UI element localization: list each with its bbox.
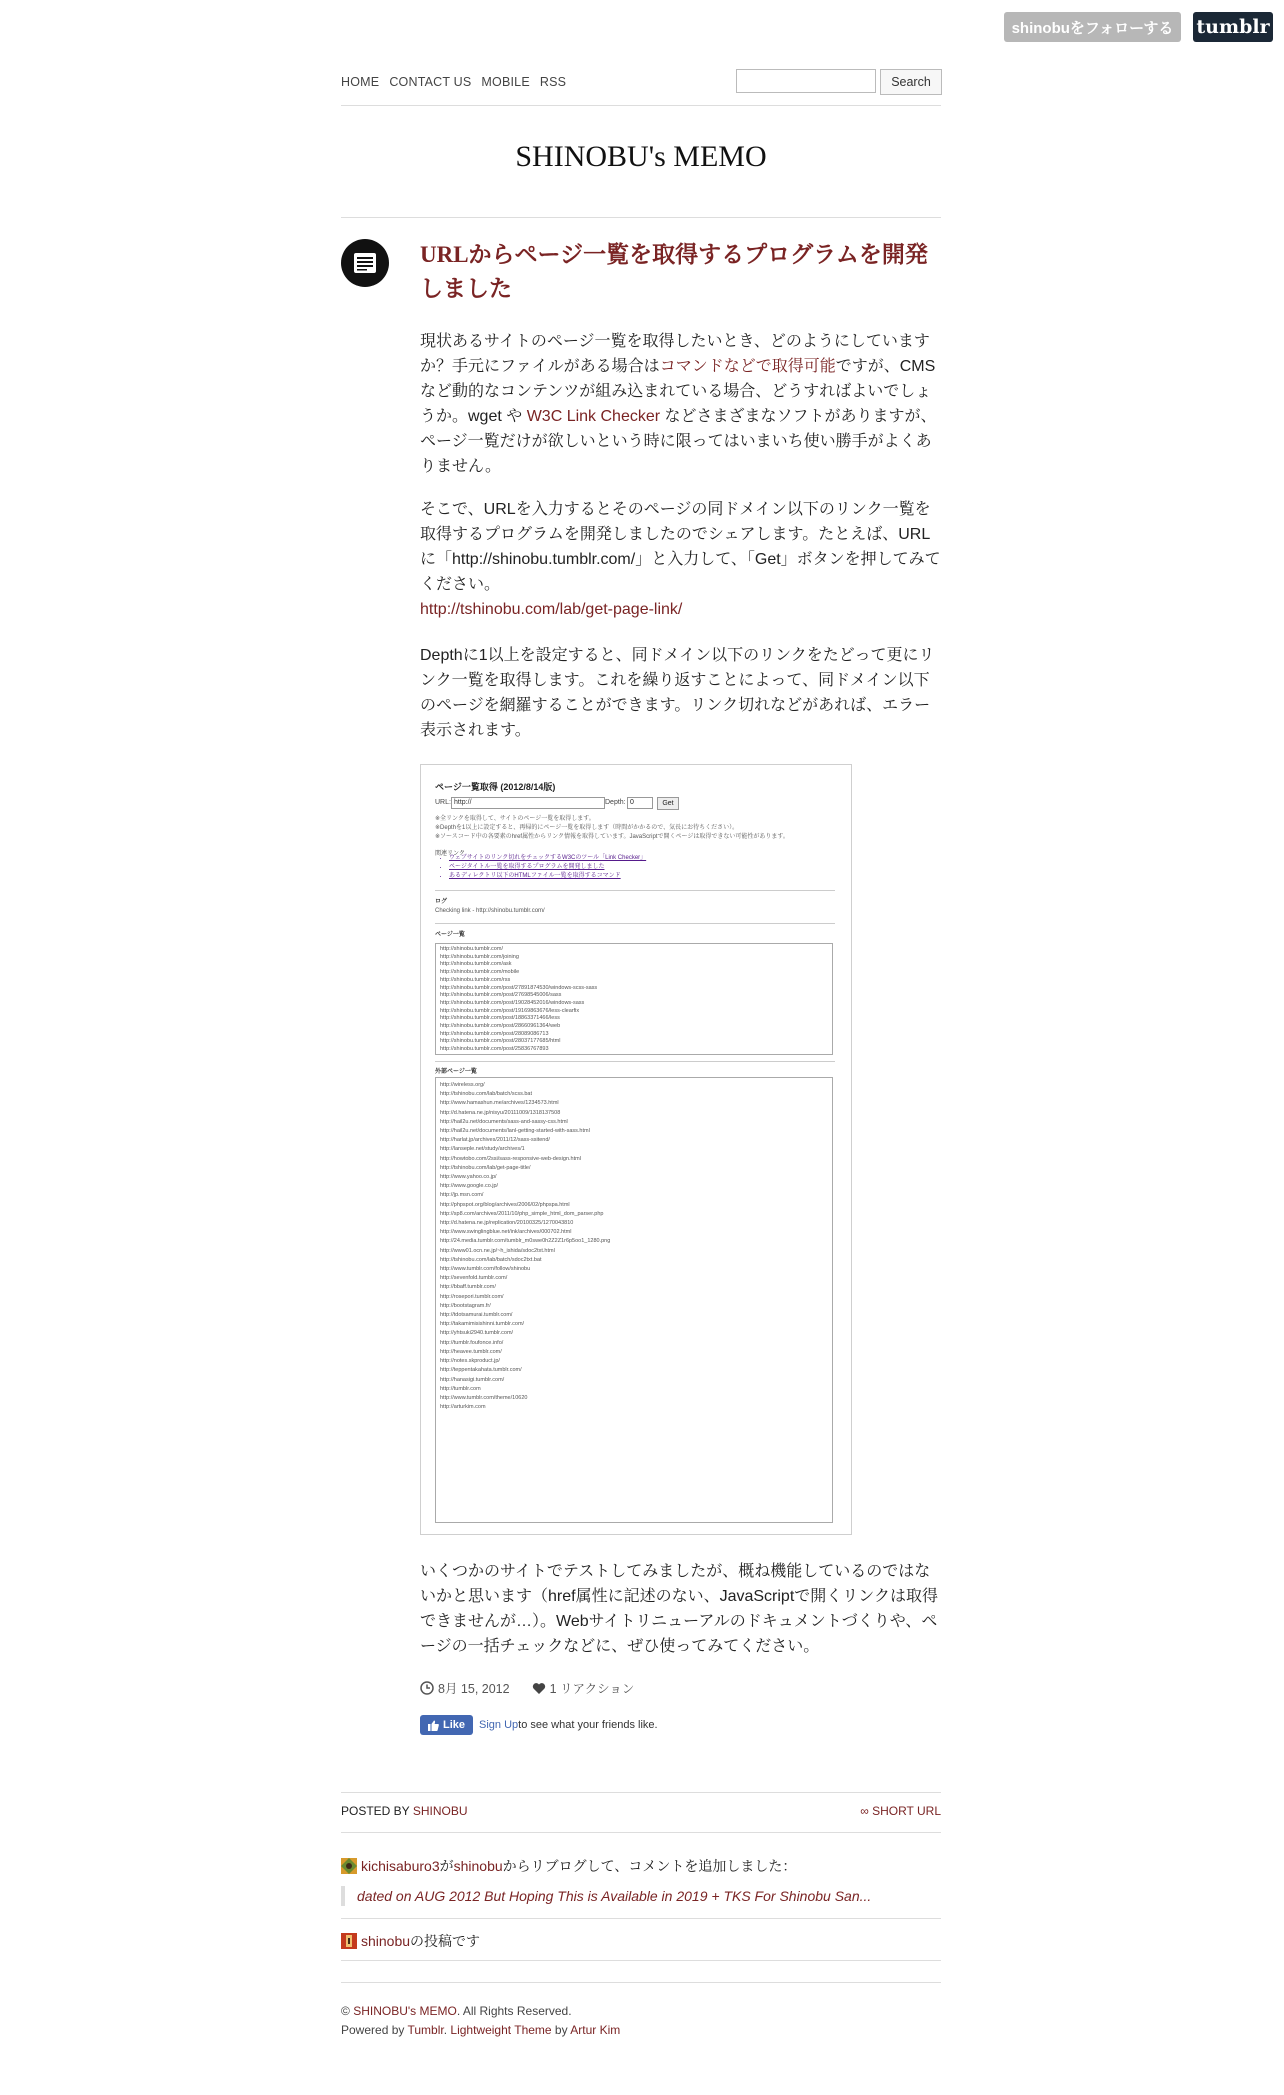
shot-external-url: http://tdotsamurai.tumblr.com/ [440, 1312, 513, 1319]
shot-external-url: http://sevenfold.tumblr.com/ [440, 1275, 508, 1282]
post-date[interactable] [420, 1679, 510, 1697]
search-button[interactable]: Search [880, 69, 942, 95]
footer-powered-label: Powered by [341, 2023, 408, 2037]
shot-desc-line: ※全リンクを取得して、サイトのページ一覧を取得します。 [435, 816, 595, 822]
note-text: の投稿です [410, 1933, 481, 1949]
text-post-icon[interactable] [341, 239, 389, 287]
note-text: からリブログして、コメントを追加しました： [502, 1858, 797, 1874]
shot-divider [435, 890, 835, 891]
shot-related-link: • ウェブサイトのリンク切れをチェックするW3Cのツール「Link Checker」 [449, 854, 646, 863]
shot-page-url: http://shinobu.tumblr.com/post/28037177685/html [440, 1038, 561, 1045]
shot-external-url: http://phpspot.org/blog/archives/2006/02/phpspa.html [440, 1201, 570, 1208]
shot-external-url: http://www.hamashun.me/archives/1234573.html [440, 1100, 559, 1107]
divider [341, 1918, 941, 1919]
shot-pages-list [435, 943, 833, 1055]
tumblr-logo[interactable]: tumblr [1193, 12, 1273, 42]
footer-site-link[interactable]: SHINOBU's MEMO [353, 2004, 457, 2018]
shot-external-url: http://rosepori.tumblr.com/ [440, 1293, 504, 1300]
thumbs-up-icon [428, 1720, 439, 1731]
facebook-signup-link[interactable]: Sign Up [479, 1719, 519, 1731]
shot-depth-label: Depth: [605, 799, 626, 806]
reblog-comment[interactable]: dated on AUG 2012 But Hoping This is Available in 2019 + TKS For Shinobu San... [341, 1886, 953, 1906]
nav-mobile[interactable]: MOBILE [481, 75, 530, 89]
divider [341, 105, 941, 106]
footer-by: by [551, 2023, 571, 2037]
shot-page-url: http://shinobu.tumblr.com/ [440, 946, 503, 952]
paragraph-text: などさまざまなソフトがありますが、ページ一覧だけが欲しいという時に限ってはいまいち使い勝手がよくありません。 [420, 408, 937, 475]
shot-page-url: http://shinobu.tumblr.com/post/27891874530/windows-scss-sass [440, 984, 598, 991]
footer-copyright [341, 2002, 620, 2021]
shot-external-url: http://wireless.org/ [440, 1082, 485, 1088]
shot-related-link: • ページタイトル一覧を取得するプログラムを開発しました [449, 863, 646, 872]
shot-external-url: http://tumblr.com [440, 1385, 481, 1392]
facebook-like-button[interactable] [420, 1715, 473, 1735]
follow-button[interactable]: shinobuをフォローする [1004, 12, 1181, 42]
posted-by-label: POSTED BY [341, 1804, 410, 1818]
post-date-text: 8月 15, 2012 [438, 1682, 510, 1696]
shot-page-url: http://shinobu.tumblr.com/post/18863371466/less [440, 1015, 560, 1022]
paragraph-text: ですが、CMSなど動的なコンテンツが組み込まれている場合、どうすればよいでしょうか。wget や [420, 358, 936, 425]
footer [341, 2002, 620, 2040]
divider [341, 1832, 941, 1833]
shot-description [435, 815, 835, 842]
shot-external-url: http://takamimisishinni.tumblr.com/ [440, 1321, 525, 1328]
shot-external-url: http://www.tumblr.com/follow/shinobu [440, 1266, 531, 1273]
shot-external-url: http://sp8.com/archives/2011/10/php_simple_html_dom_parser.php [440, 1210, 604, 1217]
short-url-link[interactable]: ∞ SHORT URL [860, 1804, 941, 1818]
avatar[interactable] [341, 1858, 357, 1874]
poster-link[interactable]: shinobu [361, 1933, 411, 1949]
shot-external-url: http://jp.msn.com/ [440, 1192, 484, 1199]
shot-external-url: http://tshinobu.com/lab/batch/sdoc2txt.bat [440, 1256, 542, 1263]
poster-note [341, 1931, 480, 1951]
shot-external-url: http://bbaff.tumblr.com/ [440, 1284, 496, 1291]
shot-external-url: http://www.swinglingblue.net/ink/archives/000702.html [440, 1229, 572, 1236]
shot-external-url: http://howtobo.com/2ssi/sass-responsive-web-design.html [440, 1155, 581, 1162]
shot-external-url: http://heavee.tumblr.com/ [440, 1348, 502, 1355]
shot-page-url: http://shinobu.tumblr.com/post/25836767893 [440, 1046, 549, 1053]
divider [341, 1792, 941, 1793]
shot-page-url: http://shinobu.tumblr.com/post/19028452016/windows-sass [440, 999, 585, 1006]
shot-desc-line: ※Depthを1以上に設定すると、再帰的にページ一覧を取得します（時間がかかるので、気長にお待ちください）。 [435, 825, 739, 831]
shot-related-link: • あるディレクトリ以下のHTMLファイル一覧を取得するコマンド [449, 872, 646, 881]
shot-external-url: http://hail2u.net/documents/sass-and-sassy-css.html [440, 1118, 568, 1125]
tumblr-link[interactable]: Tumblr [407, 2023, 444, 2037]
paragraph-3: Depthに1以上を設定すると、同ドメイン以下のリンクをたどって更にリンク一覧を取得します。これを繰り返すことによって、同ドメイン以下のページを網羅することができます。リンク切れなどがあれば、エラー表示されます。 [420, 647, 935, 739]
shot-external-url: http://bootstagram.fr/ [440, 1302, 491, 1309]
post-reactions[interactable] [532, 1679, 635, 1697]
paragraph-2 [420, 497, 942, 622]
shot-external-title: 外部ページ一覧 [435, 1069, 477, 1075]
shot-page-url: http://shinobu.tumblr.com/rss [440, 976, 511, 983]
reblog-source-link[interactable]: shinobu [453, 1858, 503, 1874]
shot-external-url: http://www.google.co.jp/ [440, 1183, 499, 1190]
shot-external-url: http://tshinobu.com/lab/get-page-title/ [440, 1164, 531, 1171]
shot-external-url: http://yhtsuki2940.tumblr.com/ [440, 1330, 514, 1337]
avatar[interactable] [341, 1933, 357, 1949]
paragraph-1 [420, 329, 942, 479]
shot-url-label: URL: [435, 799, 451, 806]
shot-page-url: http://shinobu.tumblr.com/post/27698545006/sass [440, 992, 562, 999]
shot-external-url: http://d.hatena.ne.jp/replication/20100325/1270043810 [440, 1220, 574, 1227]
nav-rss[interactable]: RSS [539, 75, 567, 89]
shot-log-text: Checking link - http://shinobu.tumblr.com/ [435, 908, 545, 914]
clock-icon [420, 1681, 434, 1695]
post-screenshot-image[interactable] [420, 764, 852, 1535]
reblog-user-link[interactable]: kichisaburo3 [361, 1858, 440, 1874]
shot-external-url: http://hanasigi.tumblr.com/ [440, 1376, 505, 1383]
facebook-signup-text: to see what your friends like. [518, 1719, 658, 1731]
note-text: が [439, 1858, 454, 1874]
theme-link[interactable]: Lightweight Theme [450, 2023, 552, 2037]
post-reactions-text: 1 リアクション [549, 1682, 635, 1696]
shot-page-url: http://shinobu.tumblr.com/joining [440, 953, 519, 960]
shot-heading: ページ一覧取得 (2012/8/14版) [435, 782, 556, 792]
shot-divider [435, 923, 835, 924]
author-link[interactable]: SHINOBU [412, 1804, 468, 1818]
posted-by-bar [341, 1804, 941, 1818]
theme-author-link[interactable]: Artur Kim [570, 2023, 621, 2037]
paragraph-4: いくつかのサイトでテストしてみましたが、概ね機能しているのではないかと思います（href属性に記述のない、JavaScriptで開くリンクは取得できませんが…）。Webサイトリニューアルのドキュメントづくりや、ページの一括チェックなどに、ぜひ使ってみてください。 [420, 1563, 938, 1655]
shot-external-url: http://24.media.tumblr.com/tumblr_m0swe0h2Z2Z1r6p5oo1_1280.png [440, 1238, 611, 1245]
divider [341, 217, 941, 218]
posted-by [341, 1804, 468, 1818]
shot-external-url: http://d.hatena.ne.jp/nisyu/20111009/1318137508 [440, 1109, 561, 1116]
shot-page-url [440, 1054, 828, 1055]
post-title[interactable]: URLからページ一覧を取得するプログラムを開発しました [420, 242, 928, 301]
shot-desc-line: ※ソースコード中の各要素のhref属性からリンク情報を取得しています。JavaScriptで開くページは取得できない可能性があります。 [435, 834, 789, 840]
heart-icon [532, 1682, 546, 1695]
shot-external-url: http://www.yahoo.co.jp/ [440, 1174, 497, 1181]
divider [341, 1960, 941, 1961]
shot-page-url: http://shinobu.tumblr.com/post/28660961364/web [440, 1023, 561, 1030]
shot-page-url: http://shinobu.tumblr.com/ask [440, 961, 512, 968]
site-title[interactable]: SHINOBU's MEMO [515, 140, 767, 173]
reblog-note [341, 1856, 796, 1876]
shot-external-url: http://notes.skproduct.jp/ [440, 1358, 500, 1365]
shot-page-url: http://shinobu.tumblr.com/post/28089086713 [440, 1030, 549, 1037]
shot-related-list [435, 854, 646, 881]
nav-home[interactable]: HOME [341, 75, 380, 89]
copyright-symbol: © [341, 2004, 354, 2018]
shot-url-input: http:// [451, 797, 605, 809]
divider [341, 1982, 941, 1983]
main-nav [341, 70, 576, 94]
shot-external-list [435, 1077, 833, 1523]
footer-rights: . All Rights Reserved. [456, 2004, 572, 2018]
shot-depth-input: 0 [627, 797, 653, 809]
shot-external-url: http://hail2u.net/documents/lanl-getting-started-with-sass.html [440, 1128, 590, 1135]
nav-contact-us[interactable]: CONTACT US [389, 75, 472, 89]
post-meta [420, 1679, 634, 1697]
w3c-link-checker-link[interactable]: W3C Link Checker [526, 408, 661, 425]
shot-related-title: 関連リンク [435, 851, 465, 857]
paragraph-text: そこで、URLを入力するとそのページの同ドメイン以下のリンク一覧を取得するプログラムを開発しましたのでシェアします。たとえば、URLに「http://shinobu.tumblr.com/」と入力して、「Get」ボタンを押してみてください。 [420, 501, 941, 593]
shot-external-url: http://tshinobu.com/lab/batch/scss.bat [440, 1091, 533, 1098]
shot-pages-title: ページ一覧 [435, 932, 465, 938]
search-input[interactable] [736, 69, 876, 93]
shot-divider [435, 1061, 835, 1062]
facebook-like-widget [420, 1715, 658, 1735]
shot-get-button: Get [657, 797, 679, 810]
shot-external-url: http://harlat.jp/archives/2011/12/sass-ssitend/ [440, 1137, 550, 1144]
facebook-like-label: Like [443, 1719, 466, 1731]
shot-log-title: ログ [435, 899, 448, 905]
shot-external-url: http://arturkim.com [440, 1404, 486, 1411]
shot-external-url: http://teppentakahata.tumblr.com/ [440, 1367, 522, 1374]
shot-page-url: http://shinobu.tumblr.com/post/19169863676/less-clearfix [440, 1007, 580, 1014]
shot-external-url: http://www.tumblr.com/theme/10620 [440, 1394, 528, 1401]
command-link[interactable]: コマンドなどで取得可能 [659, 358, 836, 375]
shot-external-url: http://tumblr.foufonce.info/ [440, 1339, 504, 1346]
shot-external-url: http://www01.ocn.ne.jp/~h_ishida/sdoc2txt.html [440, 1247, 555, 1254]
shot-external-url: http://lanseple.net/study/archives/1 [440, 1146, 525, 1153]
document-lines-icon [354, 253, 376, 273]
footer-powered: Powered by Tumblr. Lightweight Theme by Artur Kim [341, 2023, 621, 2037]
get-page-link-url[interactable]: http://tshinobu.com/lab/get-page-link/ [420, 601, 683, 618]
shot-page-url: http://shinobu.tumblr.com/mobile [440, 969, 520, 976]
paragraph-text: 現状あるサイトのページ一覧を取得したいとき、どのようにしていますか？手元にファイルがある場合は [420, 333, 930, 375]
